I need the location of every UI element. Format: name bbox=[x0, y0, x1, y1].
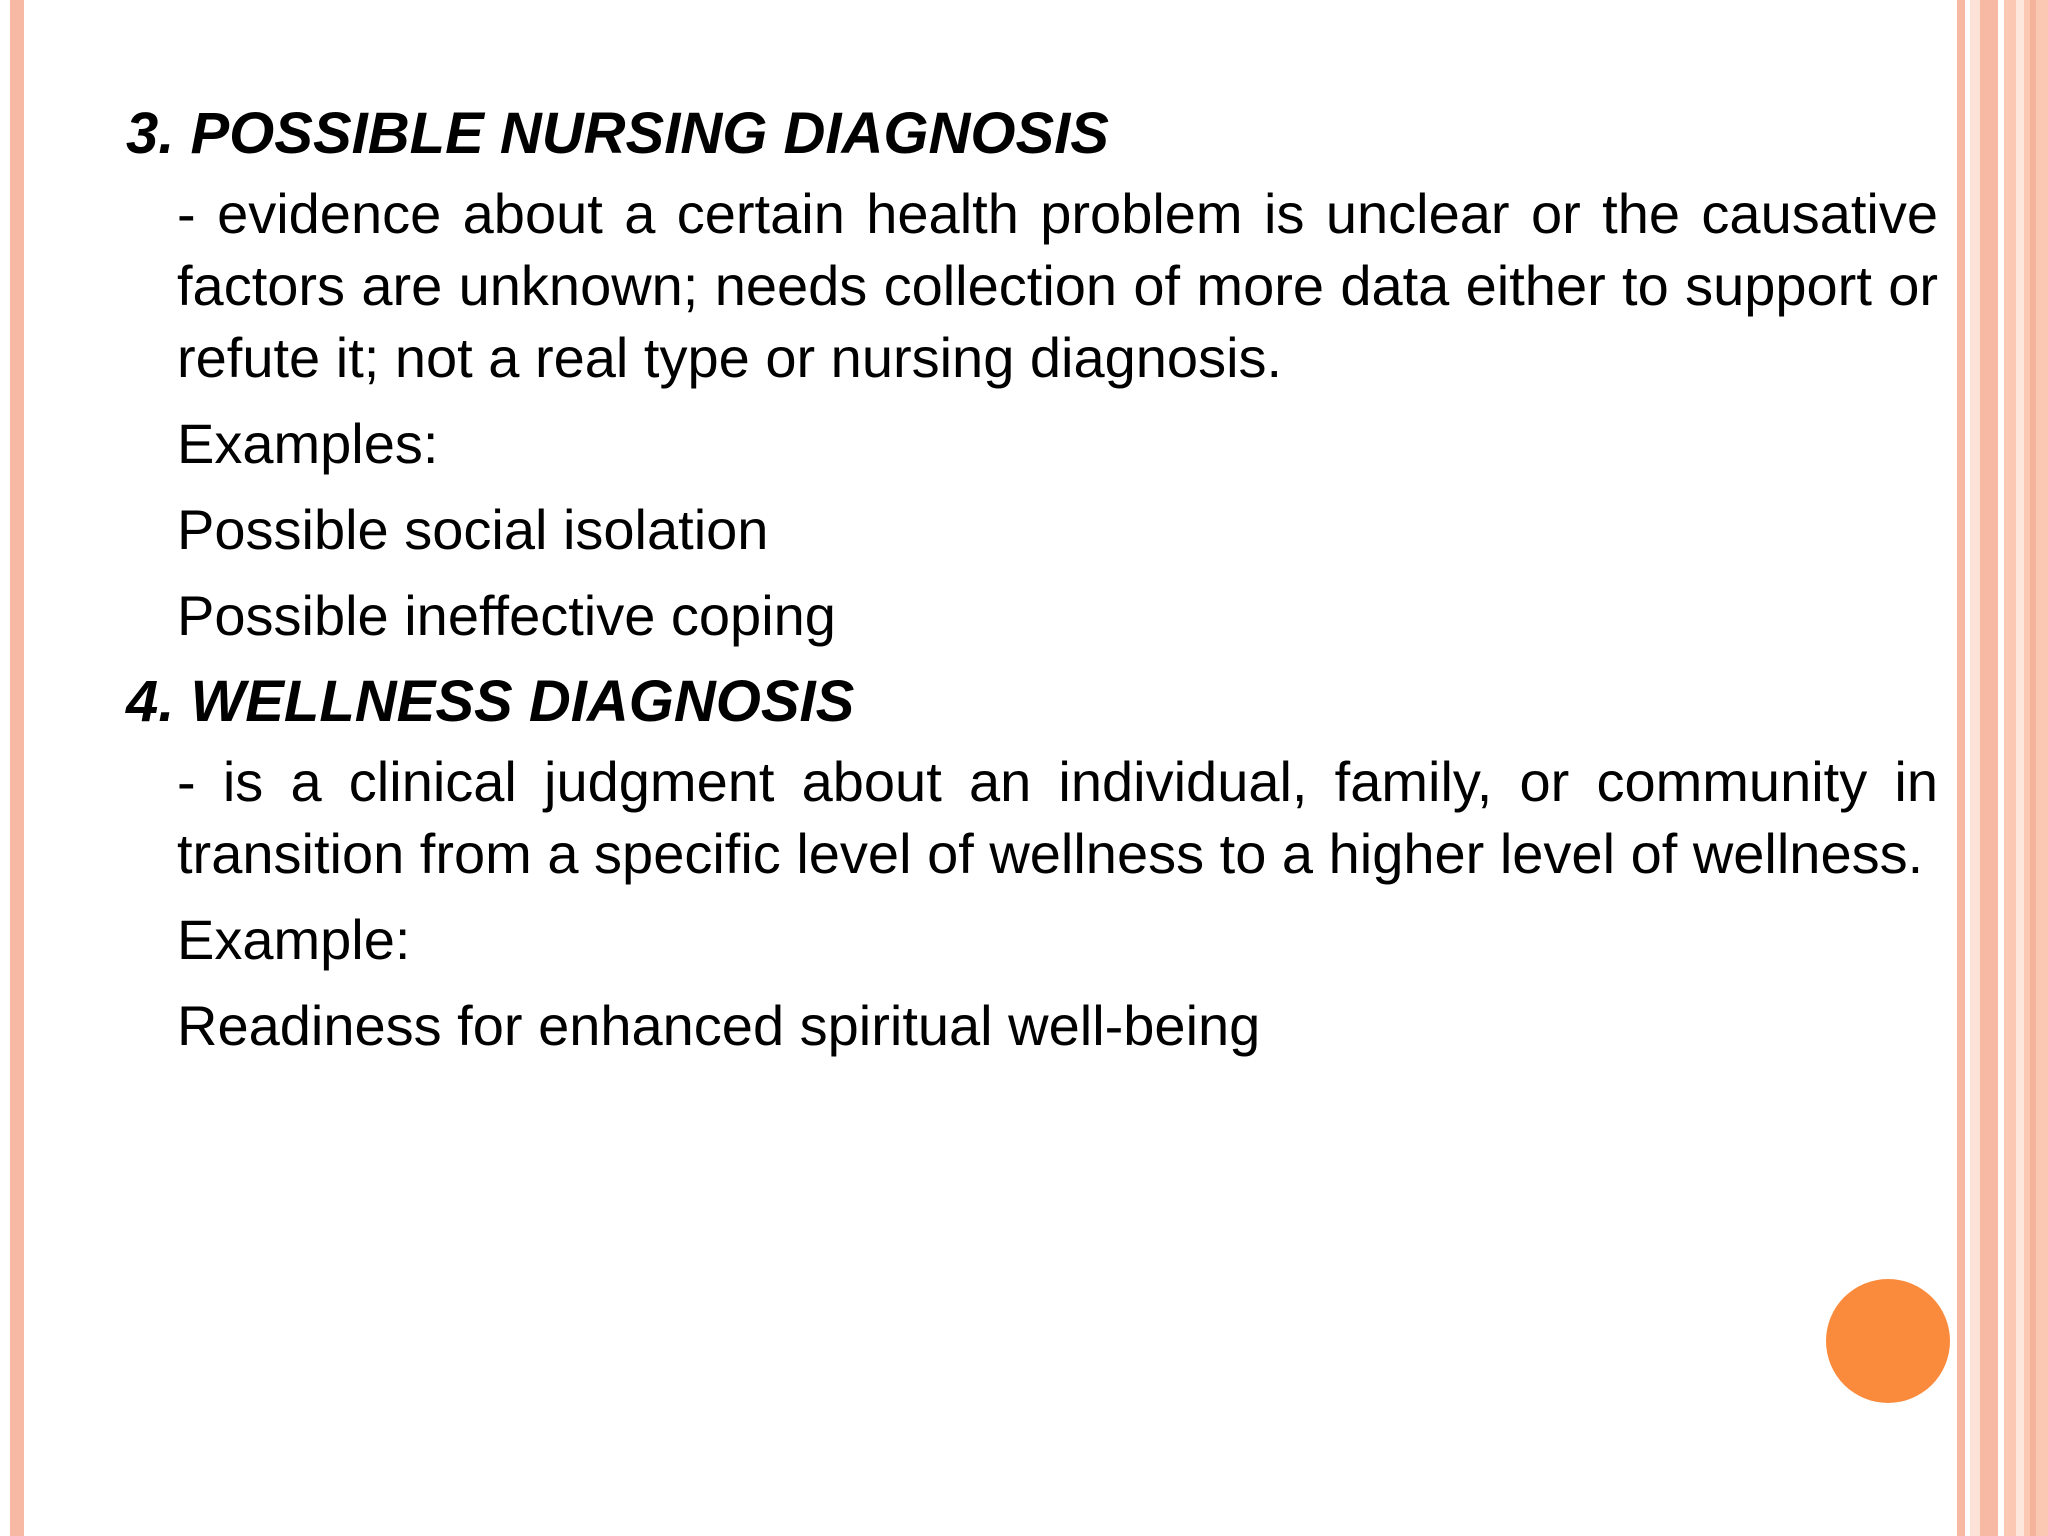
examples-label: Examples: bbox=[177, 412, 439, 475]
example-item: Possible social isolation bbox=[177, 498, 769, 561]
section-definition: - evidence about a certain health problem is unclear or the causative factors are unknown; needs collection of more data either to support or refute it; not a real type or nursing diagnosis. bbox=[177, 182, 1938, 389]
right-border-stripe bbox=[2030, 0, 2036, 1536]
section-wellness-diagnosis bbox=[126, 652, 1938, 1062]
section-possible-diagnosis bbox=[126, 98, 1938, 652]
left-border-stripe bbox=[10, 0, 24, 1536]
section-heading: 4. WELLNESS DIAGNOSIS bbox=[126, 669, 855, 734]
section-heading: 3. POSSIBLE NURSING DIAGNOSIS bbox=[126, 101, 1109, 166]
right-border-stripe bbox=[1970, 0, 1980, 1536]
section-definition: - is a clinical judgment about an individual, family, or community in transition from a specific level of wellness to a higher level of wellness. bbox=[177, 750, 1938, 885]
slide-content bbox=[126, 98, 1938, 1062]
orange-circle-decoration bbox=[1826, 1279, 1950, 1403]
right-border-stripe bbox=[2016, 0, 2024, 1536]
right-border-stripe bbox=[1980, 0, 1998, 1536]
section-body bbox=[177, 738, 1938, 1062]
right-border-stripe bbox=[1957, 0, 1965, 1536]
section-body bbox=[177, 170, 1938, 652]
right-border-stripe bbox=[2004, 0, 2048, 1536]
examples-label: Example: bbox=[177, 908, 411, 971]
example-item: Readiness for enhanced spiritual well-being bbox=[177, 994, 1261, 1057]
example-item: Possible ineffective coping bbox=[177, 584, 836, 647]
